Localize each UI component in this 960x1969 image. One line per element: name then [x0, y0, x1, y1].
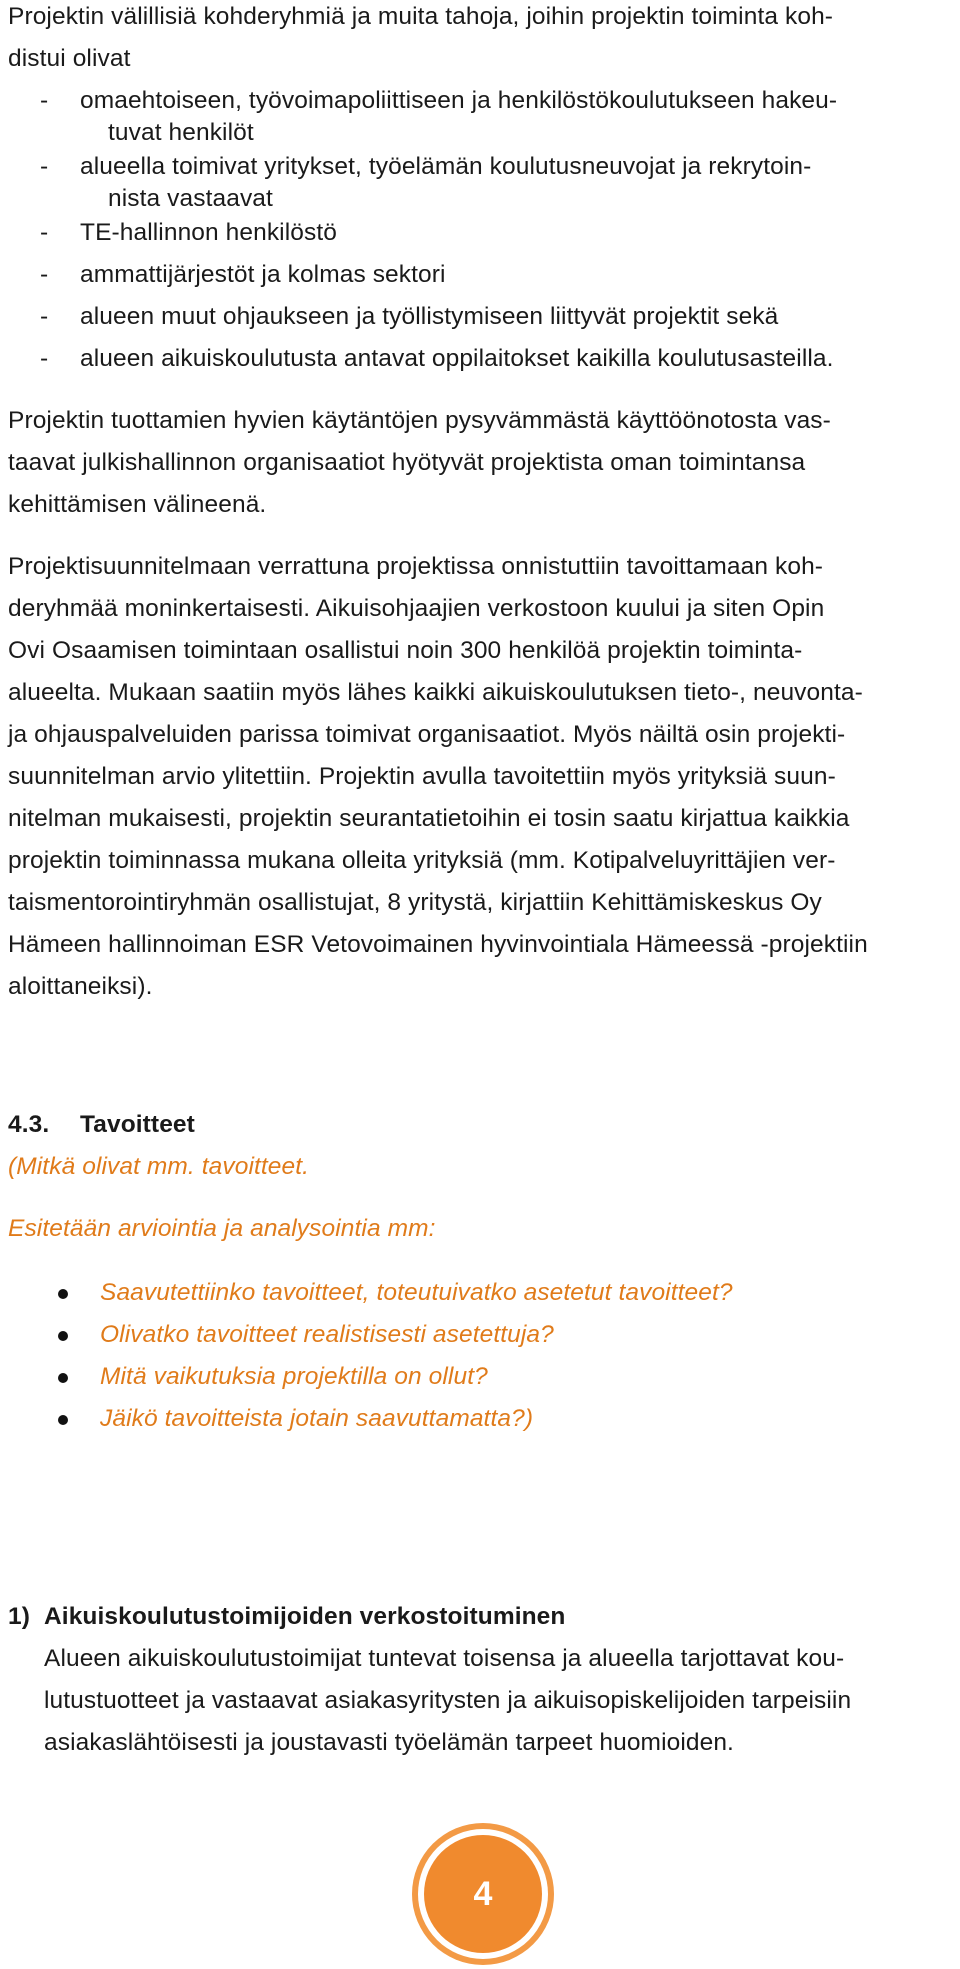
- section-prompt: Esitetään arviointia ja analysointia mm:: [8, 1215, 436, 1242]
- paragraph-line: taismentorointiryhmän osallistujat, 8 yritystä, kirjattiin Kehittämiskeskus Oy: [8, 889, 822, 916]
- list-item-text: omaehtoiseen, työvoimapoliittiseen ja henkilöstökoulutukseen hakeu-: [80, 87, 838, 114]
- paragraph-line: ja ohjauspalveluiden parissa toimivat organisaatiot. Myös näiltä osin projekti-: [8, 721, 846, 748]
- badge-inner: [424, 1835, 542, 1953]
- section-number: 4.3.: [8, 1111, 50, 1138]
- list-dash: -: [40, 345, 49, 372]
- paragraph-line: aloittaneiksi).: [8, 973, 153, 1000]
- list-dash: -: [40, 87, 49, 114]
- question-text: Olivatko tavoitteet realistisesti asetettuja?: [100, 1321, 554, 1348]
- goal-text-line: lutustuotteet ja vastaavat asiakasyritysten ja aikuisopiskelijoiden tarpeisiin: [44, 1687, 852, 1714]
- list-item-text: ammattijärjestöt ja kolmas sektori: [80, 261, 446, 288]
- goal-number: 1): [8, 1603, 30, 1630]
- paragraph-line: Ovi Osaamisen toimintaan osallistui noin 300 henkilöä projektin toiminta-: [8, 637, 803, 664]
- question-text: Saavutettiinko tavoitteet, toteutuivatko asetetut tavoitteet?: [100, 1279, 733, 1306]
- paragraph-line: Hämeen hallinnoiman ESR Vetovoimainen hyvinvointiala Hämeessä -projektiin: [8, 931, 868, 958]
- paragraph-line: kehittämisen välineenä.: [8, 491, 267, 518]
- goal-text-line: asiakaslähtöisesti ja joustavasti työelämän tarpeet huomioiden.: [44, 1729, 734, 1756]
- paragraph-line: projektin toiminnassa mukana olleita yrityksiä (mm. Kotipalveluyrittäjien ver-: [8, 847, 836, 874]
- intro-line: distui olivat: [8, 45, 131, 72]
- paragraph-line: Projektisuunnitelmaan verrattuna projektissa onnistuttiin tavoittamaan koh-: [8, 553, 824, 580]
- bullet-icon: [58, 1415, 68, 1425]
- paragraph-line: suunnitelman arvio ylitettiin. Projektin avulla tavoitettiin myös yrityksiä suun-: [8, 763, 836, 790]
- paragraph-line: taavat julkishallinnon organisaatiot hyötyvät projektista oman toimintansa: [8, 449, 806, 476]
- bullet-icon: [58, 1331, 68, 1341]
- paragraph-line: deryhmää moninkertaisesti. Aikuisohjaajien verkostoon kuului ja siten Opin: [8, 595, 825, 622]
- section-title: Tavoitteet: [80, 1111, 195, 1138]
- list-dash: -: [40, 153, 49, 180]
- list-item-text: tuvat henkilöt: [108, 119, 254, 146]
- list-dash: -: [40, 303, 49, 330]
- goal-title: Aikuiskoulutustoimijoiden verkostoituminen: [44, 1603, 566, 1630]
- list-item-text: TE-hallinnon henkilöstö: [80, 219, 337, 246]
- page-number: 4: [473, 1874, 493, 1913]
- list-item-text: alueen aikuiskoulutusta antavat oppilaitokset kaikilla koulutusasteilla.: [80, 345, 834, 372]
- list-dash: -: [40, 261, 49, 288]
- paragraph-line: nitelman mukaisesti, projektin seurantatietoihin ei tosin saatu kirjattua kaikkia: [8, 805, 850, 832]
- list-item-text: nista vastaavat: [108, 185, 273, 212]
- goal-text-line: Alueen aikuiskoulutustoimijat tuntevat toisensa ja alueella tarjottavat kou-: [44, 1645, 845, 1672]
- bullet-icon: [58, 1373, 68, 1383]
- paragraph-line: Projektin tuottamien hyvien käytäntöjen pysyvämmästä käyttöönotosta vas-: [8, 407, 831, 434]
- list-item-text: alueella toimivat yritykset, työelämän koulutusneuvojat ja rekrytoin-: [80, 153, 812, 180]
- intro-line: Projektin välillisiä kohderyhmiä ja muita tahoja, joihin projektin toiminta koh-: [8, 3, 834, 30]
- list-dash: -: [40, 219, 49, 246]
- paragraph-line: alueelta. Mukaan saatiin myös lähes kaikki aikuiskoulutuksen tieto-, neuvonta-: [8, 679, 863, 706]
- question-text: Mitä vaikutuksia projektilla on ollut?: [100, 1363, 488, 1390]
- section-hint: (Mitkä olivat mm. tavoitteet.: [8, 1153, 310, 1180]
- bullet-icon: [58, 1289, 68, 1299]
- question-text: Jäikö tavoitteista jotain saavuttamatta?): [100, 1405, 534, 1432]
- list-item-text: alueen muut ohjaukseen ja työllistymiseen liittyvät projektit sekä: [80, 303, 779, 330]
- page-number-badge: [412, 1823, 554, 1965]
